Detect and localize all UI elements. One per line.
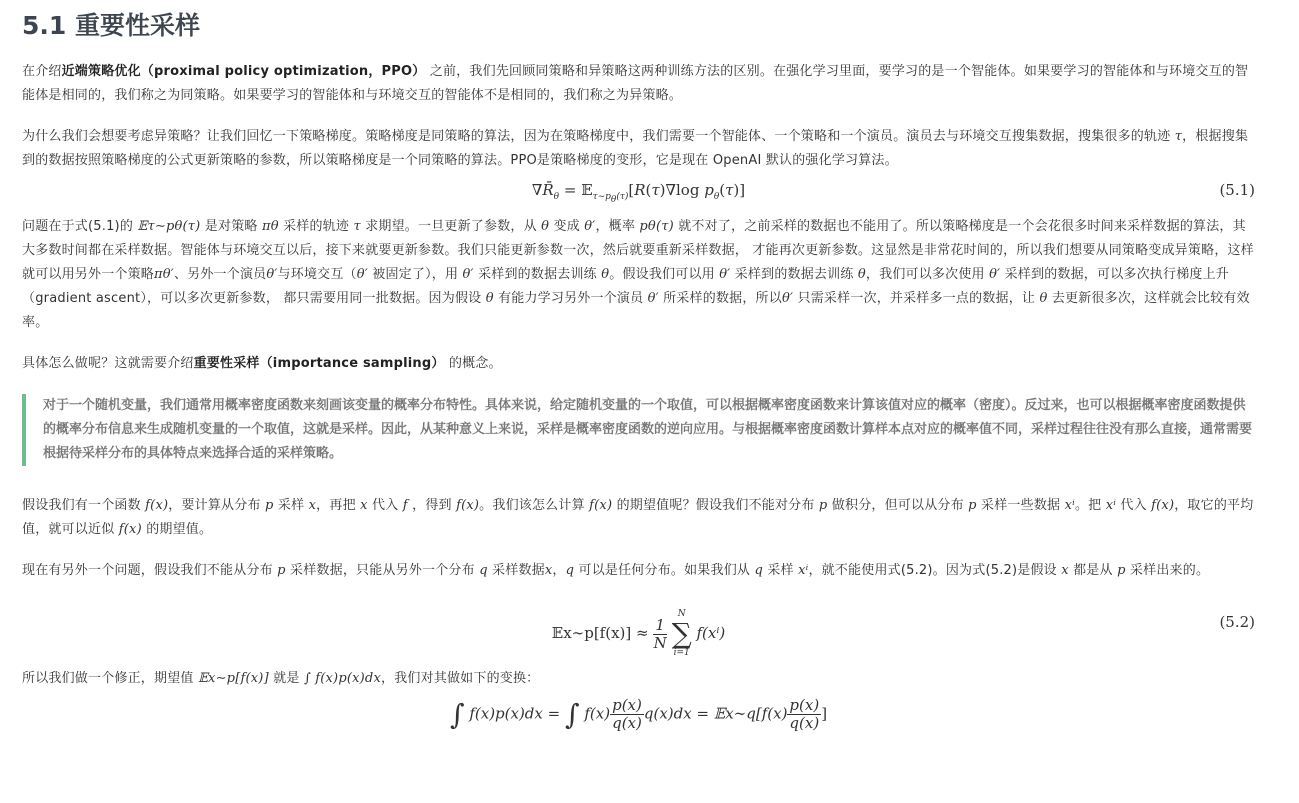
- math-inline: f(x): [118, 522, 142, 537]
- math-inline: x: [544, 563, 553, 578]
- text: 采样: [277, 498, 305, 513]
- text: 采样到的数据去训练: [734, 267, 854, 282]
- math-inline: x: [360, 498, 368, 513]
- text: 是对策略: [204, 219, 258, 234]
- text: 采样到的数据去训练: [478, 267, 597, 282]
- math-inline: 𝔼τ∼pθ(τ): [137, 219, 201, 234]
- paragraph-function-expectation: [22, 494, 1255, 542]
- text: 有能力学习另外一个演员: [498, 291, 644, 306]
- text: 求期望。一旦更新了参数，从: [365, 219, 537, 234]
- text: 代入: [1120, 498, 1147, 513]
- text: ，我们对其做如下的变换：: [380, 671, 540, 686]
- text: 的期望值呢？假设我们不能对分布: [616, 498, 815, 513]
- equation-transform: [22, 691, 1255, 751]
- math-inline: θ′: [462, 267, 474, 282]
- equation-part: ]: [821, 704, 828, 723]
- math-inline: f(x): [456, 498, 480, 513]
- equation-body: [22, 609, 1255, 659]
- math-inline: θ: [601, 267, 610, 282]
- text: ，取它的平均值，就可以近似: [22, 498, 1254, 537]
- text: 的期望值。: [146, 522, 213, 537]
- math-inline: θ′: [719, 267, 731, 282]
- math-inline: p: [1117, 563, 1126, 578]
- text: ，就不能使用式(5.2)。因为式(5.2)是假设: [808, 563, 1057, 578]
- text: ，再把: [316, 498, 356, 513]
- fraction: [653, 617, 667, 652]
- text: ，我们可以多次使用: [865, 267, 985, 282]
- fraction: [610, 697, 644, 732]
- text: ，要计算从分布: [168, 498, 261, 513]
- math-inline: τ: [1174, 129, 1183, 144]
- fraction-numerator: p(x): [612, 696, 642, 714]
- text: ，: [552, 563, 566, 578]
- text: 。我们该怎么计算: [479, 498, 585, 513]
- math-inline: θ: [485, 291, 494, 306]
- math-inline: θ′: [584, 219, 596, 234]
- math-inline: θ′: [266, 267, 278, 282]
- paragraph-why-off-policy: [22, 125, 1255, 173]
- text: 问题在于式(5.1)的: [22, 219, 134, 234]
- text: 采样一些数据: [981, 498, 1061, 513]
- sum-lower-limit: i=1: [673, 648, 690, 658]
- text: 。假设我们可以用: [609, 267, 715, 282]
- text: 所以我们做一个修正，期望值: [22, 671, 194, 686]
- text: 就不对了，之前采样的数据也不能用了。所以策略梯度是一个会花很多时间来采样数据的算法，其大多数时间都在采样数据。智能体与环境交互以后，接下来就要更新参数。我们只能更新参数一次，然后就要重新采样数据， 才能再次更新参数。这显然是非常花时间的，所以我们想要从同策略变成异策略，这样就可以用另外一个策略: [22, 219, 1254, 282]
- equation-part: f(x)p(x)dx =: [469, 704, 561, 723]
- text: 为什么我们会想要考虑异策略？让我们回忆一下策略梯度。策略梯度是同策略的算法，因为在策略梯度中，我们需要一个智能体、一个策略和一个演员。演员去与环境交互搜集数据，搜集很多的轨迹: [22, 129, 1171, 144]
- math-inline: θ: [541, 219, 550, 234]
- equation-body: ∫ f(x)p(x)dx = ∫ f(x) $\frac{p(x)}{q(x)}$ q(x)dx = 𝔼x∼q[f(x) $\frac{p(x)}{q(x)}$ ]: [449, 696, 828, 732]
- text: 之前，我们先回顾同策略和异策略这两种训练方法的区别。在强化学习里面，要学习的是一个智能体。如果要学习的智能体和与环境交互的智能体是相同的，我们称之为同策略。如果要学习的智能体和与环境交互的智能体不是相同的，我们称之为异策略。: [22, 64, 1249, 103]
- text: ，根据搜集到的数据按照策略梯度的公式更新策略的参数，所以策略梯度是一个同策略的算法。PPO是策略梯度的变形，它是现在 OpenAI 默认的强化学习算法。: [22, 129, 1249, 168]
- math-inline: xⁱ: [1105, 498, 1117, 513]
- text: 被固定了），用: [372, 267, 459, 282]
- math-inline: q: [479, 563, 488, 578]
- math-inline: θ′: [356, 267, 368, 282]
- equation-5-2: [22, 583, 1255, 663]
- text: 就是: [273, 671, 300, 686]
- text: 的概念。: [448, 356, 502, 371]
- text: ，概率: [595, 219, 636, 234]
- fraction-denominator: N: [653, 633, 667, 652]
- equation-part: f(x): [584, 704, 611, 723]
- math-inline: θ′: [989, 267, 1001, 282]
- math-inline: x: [1061, 563, 1069, 578]
- section-heading: 5.1 重要性采样: [22, 11, 200, 40]
- math-inline: θ: [1039, 291, 1048, 306]
- math-inline: f(x): [589, 498, 613, 513]
- equation-number: (5.2): [1219, 613, 1255, 631]
- math-inline: q: [754, 563, 763, 578]
- math-inline: p: [968, 498, 977, 513]
- fraction-numerator: p(x): [789, 696, 820, 714]
- note-blockquote: [22, 394, 1255, 466]
- text: 采样出来的。: [1129, 563, 1210, 578]
- text: 在介绍: [22, 64, 62, 79]
- text: 、另外一个演员: [173, 267, 267, 282]
- math-inline: θ′: [647, 291, 659, 306]
- math-inline: p: [818, 498, 828, 513]
- paragraph-importance-sampling: [22, 352, 1255, 376]
- text: 可以是任何分布。如果我们从: [578, 563, 751, 578]
- quote-text: 对于一个随机变量，我们通常用概率密度函数来刻画该变量的概率分布特性。具体来说，给定随机变量的一个取值，可以根据概率密度函数来计算该值对应的概率（密度）。反过来，也可以根据概率密度函数提供的概率分布信息来生成随机变量的一个取值，这就是采样。因此，从某种意义上来说，采样是概率密度函数的逆向应用。与根据概率密度函数计算样本点对应的概率值不同，采样过程往往没有那么直接，通常需要根据待采样分布的具体特点来选择合适的采样策略。: [43, 398, 1253, 461]
- text: 变成: [553, 219, 580, 234]
- fraction-denominator: q(x): [789, 714, 820, 732]
- sum-upper-limit: N: [677, 609, 686, 619]
- text: 只需采样一次，并采样多一点的数据，让: [797, 291, 1036, 306]
- equation-lhs: 𝔼x∼p[f(x)] ≈: [551, 624, 649, 642]
- sigma-symbol: ∑: [671, 617, 692, 650]
- bold-term-importance-sampling: 重要性采样（importance sampling）: [193, 356, 445, 371]
- math-inline: x: [308, 498, 317, 513]
- paragraph-problem: [22, 215, 1255, 335]
- text: 采样数据: [492, 563, 545, 578]
- fraction: [787, 697, 821, 732]
- text: ，得到: [412, 498, 452, 513]
- math-inline: f(x): [145, 498, 169, 513]
- summation: [672, 609, 692, 659]
- math-inline: pθ(τ): [639, 219, 674, 234]
- text: 采样到的数据，可以多次执行梯度上升（gradient ascent），可以多次更新参数， 都只需要用同一批数据。因为假设: [22, 267, 1230, 306]
- equation-part: q(x)dx = 𝔼x∼q[f(x): [643, 704, 788, 723]
- math-inline: τ: [353, 219, 361, 234]
- paragraph-other-distribution: [22, 559, 1255, 583]
- paragraph-correction: [22, 667, 1255, 691]
- paragraph-intro: [22, 60, 1255, 108]
- text: 去更新很多次，这样就会比较有效率。: [22, 291, 1250, 330]
- math-inline: πθ′: [154, 267, 174, 282]
- text: 做积分，但可以从分布: [831, 498, 964, 513]
- equation-body: $\nabla R̄_\theta$ = 𝔼$_{\tau\sim p_\theta(\tau)}$[R(τ)∇log $p_\theta(\tau)$]: [531, 181, 746, 205]
- math-inline: θ′: [781, 291, 794, 306]
- text: 现在有另外一个问题，假设我们不能从分布: [22, 563, 273, 578]
- math-inline: 𝔼x∼p[f(x)]: [197, 671, 269, 686]
- math-inline: p: [277, 563, 286, 578]
- fraction-denominator: q(x): [612, 714, 642, 732]
- equation-rhs: f(xⁱ): [696, 624, 726, 642]
- math-inline: ∫ f(x)p(x)dx: [303, 671, 381, 686]
- math-inline: θ: [857, 267, 866, 282]
- math-inline: f: [402, 498, 408, 513]
- math-inline: q: [565, 563, 575, 578]
- text: 采样: [767, 563, 794, 578]
- math-inline: f(x): [1151, 498, 1175, 513]
- math-inline: πθ: [261, 219, 279, 234]
- equation-5-1: [22, 173, 1255, 209]
- math-inline: xⁱ: [1064, 498, 1075, 513]
- text: 。把: [1074, 498, 1102, 513]
- math-inline: xⁱ: [798, 563, 809, 578]
- equation-number: (5.1): [1219, 181, 1255, 199]
- text: 与环境交互（: [277, 267, 357, 282]
- math-inline: p: [265, 498, 274, 513]
- text: 代入: [372, 498, 399, 513]
- text: 假设我们有一个函数: [22, 498, 141, 513]
- bold-term-ppo: 近端策略优化（proximal policy optimization，PPO）: [61, 64, 426, 79]
- text: 所采样的数据，所以: [663, 291, 782, 306]
- text: 采样数据，只能从另外一个分布: [290, 563, 475, 578]
- text: 具体怎么做呢？这就需要介绍: [22, 356, 194, 371]
- text: 都是从: [1073, 563, 1113, 578]
- fraction-numerator: 1: [655, 615, 665, 634]
- text: 采样的轨迹: [283, 219, 350, 234]
